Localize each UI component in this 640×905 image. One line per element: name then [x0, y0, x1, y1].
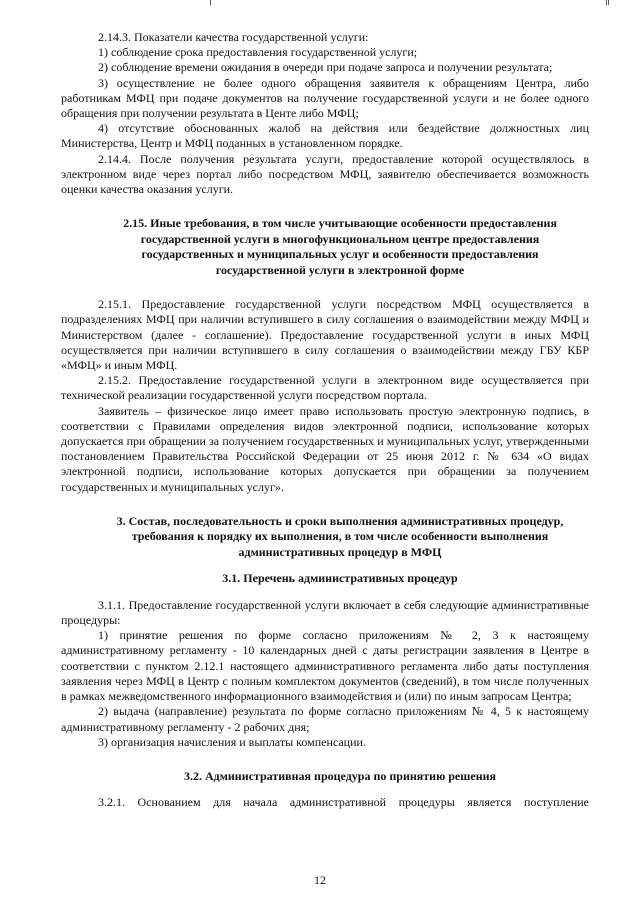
page-number: 12	[314, 873, 326, 887]
paragraph-procedure-1: 1) принятие решения по форме согласно приложениям № 2, 3 к настоящему административному регламенту - 10 календарных дней с даты регистрации заявления в Центре в соответствии с пунктом 2.12.1 настоящего административного регламента либо даты поступления заявления через МФЦ в Центр с полным комплектом документов (сведений), в том числе полученных в рамках межведомственного информационного взаимодействия и (или) по иным запросам Центра;	[61, 628, 589, 704]
paragraph-3-2-1: 3.2.1. Основанием для начала административной процедуры является поступление	[98, 795, 589, 810]
paragraph-procedure-2: 2) выдача (направление) результата по форме согласно приложениям № 4, 5 к настоящему административному регламенту - 2 рабочих дня;	[61, 704, 589, 734]
paragraph-applicant-signature: Заявитель – физическое лицо имеет право использовать простую электронную подпись, в соответствии с Правилами определения видов электронной подписи, использование которых допускается при обращении за получением государственных и муниципальных услуг, утвержденными постановлением Правительства Российской Федерации от 25 июня 2012 г. № 634 «О видах электронной подписи, использование которых допускается при обращении за получением государственных и муниципальных услуг».	[61, 403, 589, 494]
paragraph-2-15-2: 2.15.2. Предоставление государственной услуги в электронном виде осуществляется при технической реализации государственной услуги посредством портала.	[61, 373, 589, 403]
paragraph-2-15-1: 2.15.1. Предоставление государственной услуги посредством МФЦ осуществляется в подразделениях МФЦ при наличии вступившего в силу соглашения о взаимодействии между МФЦ и Министерством (далее - соглашение). Предоставление государственной услуги в иных МФЦ осуществляется при наличии вступившего в силу соглашения о взаимодействии между ГБУ КБР «МФЦ» и иным МФЦ.	[61, 297, 589, 373]
paragraph-quality-2: 2) соблюдение времени ожидания в очереди при подаче запроса и получении результата;	[98, 60, 553, 75]
document-page	[61, 30, 589, 811]
paragraph-quality-4: 4) отсутствие обоснованных жалоб на действия или бездействие должностных лиц Министерства, Центр и МФЦ поданных в установленном порядке.	[61, 121, 589, 151]
paragraph-3-1-1: 3.1.1. Предоставление государственной услуги включает в себя следующие административные процедуры:	[61, 597, 589, 628]
paragraph-procedure-3: 3) организация начисления и выплаты компенсации.	[98, 734, 366, 749]
heading-3-1: 3.1. Перечень административных процедур	[222, 571, 458, 586]
heading-3-2: 3.2. Административная процедура по принятию решения	[183, 768, 497, 783]
paragraph-quality-3: 3) осуществление не более одного обращения заявителя к обращениям Центра, либо работникам МФЦ при подаче документов на получение государственной услуги и не более одного обращения при получении результата в Центе либо МФЦ;	[61, 75, 589, 121]
paragraph-2-14-4: 2.14.4. После получения результата услуги, предоставление которой осуществлялось в электронном виде через портал либо посредством МФЦ, заявителю обеспечивается возможность оценки качества оказания услуги.	[61, 151, 589, 197]
scan-edge-marks	[0, 0, 640, 6]
heading-2-15: 2.15. Иные требования, в том числе учитывающие особенности предоставления государственной услуги в многофункциональном центре предоставления государственных и муниципальных услуг и особенности предоставления государственной услуги в электронной форме	[123, 216, 557, 277]
paragraph-2-14-3: 2.14.3. Показатели качества государственной услуги:	[98, 30, 369, 44]
paragraph-quality-1: 1) соблюдение срока предоставления государственной услуги;	[98, 45, 418, 60]
heading-section-3: 3. Состав, последовательность и сроки выполнения административных процедур, требования к порядку их выполнения, в том числе особенности выполнения административных процедур в МФЦ	[116, 513, 564, 559]
